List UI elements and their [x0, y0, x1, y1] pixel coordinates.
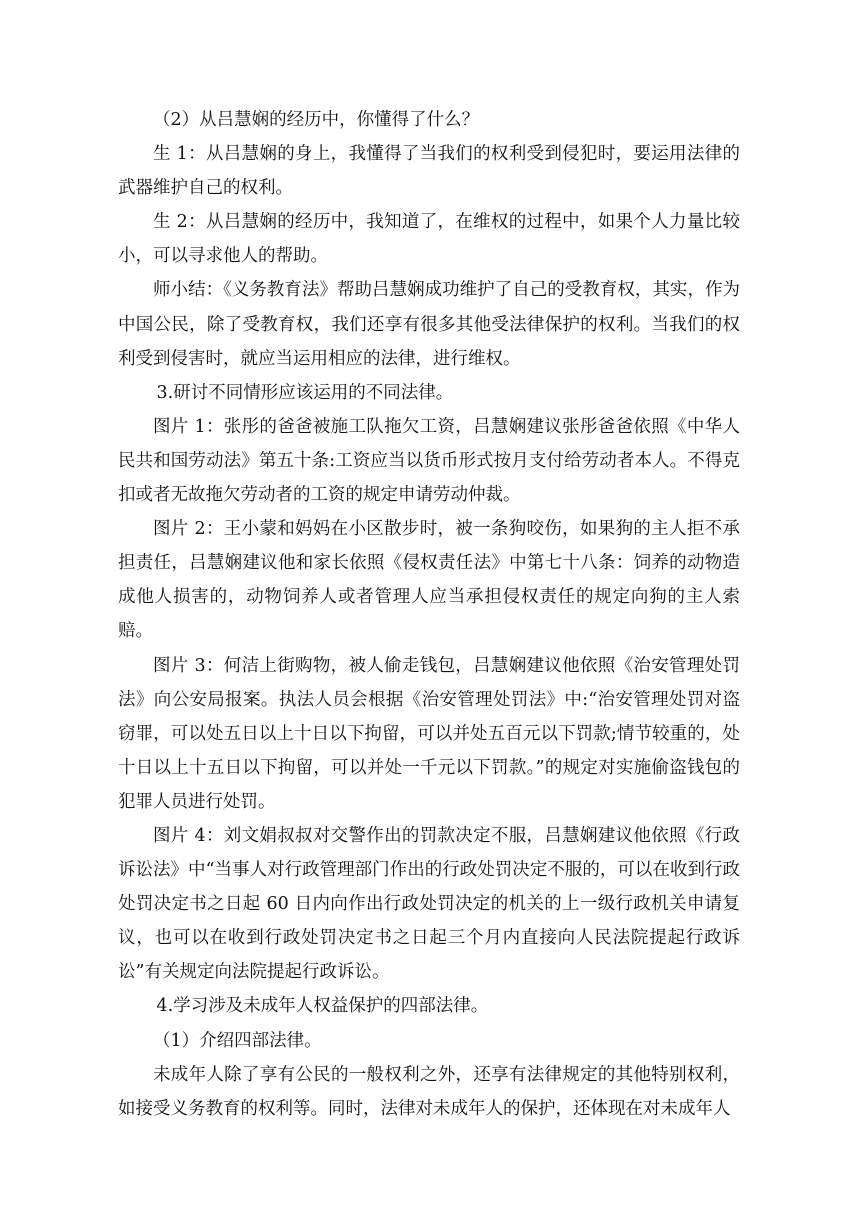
document-body	[118, 103, 740, 1126]
subsection-heading-1: （1）介绍四部法律。	[153, 1030, 322, 1051]
paragraph-picture-2: 图片 2：王小蒙和妈妈在小区散步时，被一条狗咬伤，如果狗的主人拒不承担责任，吕慧娴建议他和家长依照《侵权责任法》中第七十八条：饲养的动物造成他人损害的，动物饲养人或者管理人应当承担侵权责任的规定向狗的主人索赔。	[118, 519, 740, 642]
paragraph-picture-4: 图片 4：刘文娟叔叔对交警作出的罚款决定不服，吕慧娴建议他依照《行政诉讼法》中“当事人对行政管理部门作出的行政处罚决定不服的，可以在收到行政处罚决定书之日起 60 日内向作出行政处罚决定的机关的上一级行政机关申请复议，也可以在收到行政处罚决定书之日起三个月内直接向人民法院提起行政诉讼”有关规定向法院提起行政诉讼。	[118, 825, 740, 983]
section-heading-3: 3.研讨不同情形应该运用的不同法律。	[156, 382, 454, 403]
paragraph-picture-1: 图片 1：张彤的爸爸被施工队拖欠工资，吕慧娴建议张彤爸爸依照《中华人民共和国劳动法》第五十条:工资应当以货币形式按月支付给劳动者本人。不得克扣或者无故拖欠劳动者的工资的规定申请劳动仲裁。	[118, 416, 740, 506]
section-heading-4: 4.学习涉及未成年人权益保护的四部法律。	[156, 996, 489, 1017]
paragraph-student-2: 生 2：从吕慧娴的经历中，我知道了，在维权的过程中，如果个人力量比较小，可以寻求他人的帮助。	[118, 212, 740, 267]
paragraph-minors-rights: 未成年人除了享有公民的一般权利之外，还享有法律规定的其他特别权利，如接受义务教育的权利等。同时，法律对未成年人的保护，还体现在对未成年人	[118, 1064, 740, 1119]
paragraph-student-1: 生 1：从吕慧娴的身上，我懂得了当我们的权利受到侵犯时，要运用法律的武器维护自己的权利。	[118, 144, 740, 199]
paragraph-question-2: （2）从吕慧娴的经历中，你懂得了什么？	[153, 110, 480, 130]
paragraph-picture-3: 图片 3：何洁上街购物，被人偷走钱包，吕慧娴建议他依照《治安管理处罚法》向公安局报案。执法人员会根据《治安管理处罚法》中:“治安管理处罚对盗窃罪，可以处五日以上十日以下拘留，可以并处五百元以下罚款;情节较重的，处十日以上十五日以下拘留，可以并处一千元以下罚款。”的规定对实施偷盗钱包的犯罪人员进行处罚。	[118, 655, 740, 812]
paragraph-teacher-summary: 师小结：《义务教育法》帮助吕慧娴成功维护了自己的受教育权，其实，作为中国公民，除了受教育权，我们还享有很多其他受法律保护的权利。当我们的权利受到侵害时，就应当运用相应的法律，进行维权。	[118, 280, 740, 369]
